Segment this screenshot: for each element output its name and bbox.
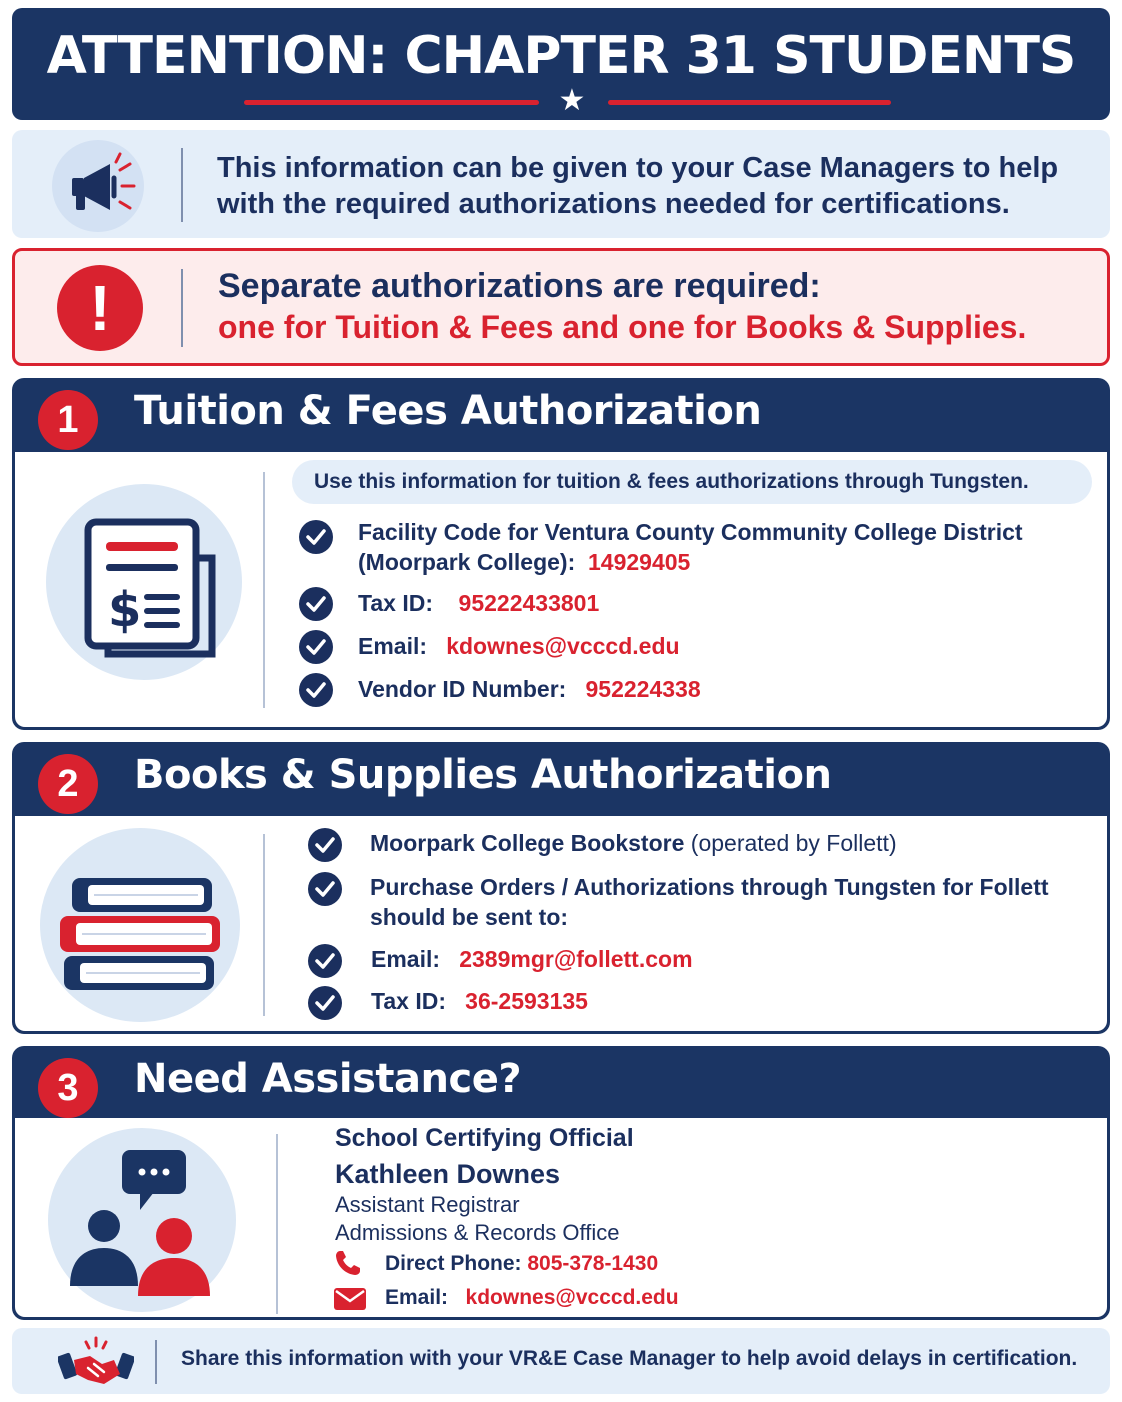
vendor-id-row: [358, 674, 701, 704]
tax-id-label: Tax ID:: [371, 988, 446, 1014]
purchase-orders-row: [370, 872, 1049, 932]
phone-value[interactable]: 805-378-1430: [527, 1252, 659, 1275]
intro-divider: [181, 148, 183, 222]
check-icon: [308, 944, 342, 978]
email-label: Email:: [385, 1286, 449, 1309]
email-value[interactable]: kdownes@vcccd.edu: [446, 633, 680, 659]
header-divider-right: [608, 100, 891, 105]
section-title: Books & Supplies Authorization: [134, 752, 832, 798]
footer-text: Share this information with your VR&E Case Manager to help avoid delays in certification.: [181, 1347, 1078, 1370]
section-books-supplies: [12, 742, 1110, 1034]
footer-divider: [155, 1340, 157, 1384]
check-icon: [308, 872, 342, 906]
tax-id-value: 95222433801: [458, 590, 600, 616]
facility-label-line-1: Facility Code for Ventura County Community College District: [358, 519, 1023, 545]
section-need-assistance: [12, 1046, 1110, 1320]
follett-tax-id-value: 36-2593135: [465, 988, 588, 1014]
section-icon-circle: [46, 484, 242, 680]
svg-text:$: $: [108, 582, 142, 638]
section-divider: [263, 472, 265, 708]
purchase-orders-line-1: Purchase Orders / Authorizations through Tungsten for Follett: [370, 874, 1049, 900]
tungsten-note: Use this information for tuition & fees authorizations through Tungsten.: [292, 460, 1092, 504]
section-divider: [263, 834, 265, 1016]
megaphone-icon: [52, 140, 144, 232]
email-label: Email:: [358, 633, 428, 659]
section-body: [15, 816, 1107, 1031]
phone-icon: [333, 1248, 363, 1278]
section-body: [15, 1118, 1107, 1317]
contact-email-row: [385, 1286, 679, 1310]
people-chat-icon: [48, 1128, 236, 1312]
tax-id-row: [358, 588, 599, 618]
purchase-orders-line-2: should be sent to:: [370, 904, 569, 930]
facility-code-row: [358, 517, 1023, 577]
contact-position: Assistant Registrar: [335, 1192, 520, 1217]
bookstore-row: [370, 828, 897, 858]
header-banner: [12, 8, 1110, 120]
check-icon: [299, 520, 333, 554]
contact-role: School Certifying Official: [335, 1124, 634, 1152]
alert-divider: [181, 269, 183, 347]
facility-label-line-2: (Moorpark College):: [358, 549, 576, 575]
section-divider: [276, 1134, 278, 1314]
star-icon: ★: [558, 84, 586, 117]
contact-email-value[interactable]: kdownes@vcccd.edu: [465, 1286, 679, 1309]
section-number: 1: [38, 390, 98, 450]
alert-line-2: one for Tuition & Fees and one for Books & Supplies.: [218, 309, 1027, 345]
handshake-icon: [58, 1334, 134, 1390]
footer-banner: [12, 1328, 1110, 1394]
check-icon: [299, 673, 333, 707]
intro-line-1: This information can be given to your Case Managers to help: [217, 152, 1059, 184]
intro-text: [217, 150, 1097, 222]
alert-box: [12, 248, 1110, 366]
phone-label: Direct Phone:: [385, 1252, 522, 1275]
follett-tax-id-row: [371, 986, 588, 1016]
intro-box: [12, 130, 1110, 238]
section-icon-circle: [48, 1128, 236, 1312]
vendor-id-label: Vendor ID Number:: [358, 676, 567, 702]
follett-email-value[interactable]: 2389mgr@follett.com: [459, 946, 693, 972]
intro-line-2: with the required authorizations needed for certifications.: [217, 188, 1010, 220]
follett-email-row: [371, 944, 693, 974]
alert-line-1: Separate authorizations are required:: [218, 267, 821, 305]
header-divider-left: [244, 100, 539, 105]
section-icon-circle: [40, 828, 240, 1022]
email-row: [358, 631, 680, 661]
invoice-dollar-icon: [46, 484, 242, 680]
tax-id-label: Tax ID:: [358, 590, 433, 616]
phone-row: [385, 1252, 658, 1276]
section-number: 3: [38, 1058, 98, 1118]
check-icon: [308, 828, 342, 862]
facility-code-value: 14929405: [588, 549, 691, 575]
exclamation-icon: !: [57, 265, 143, 351]
vendor-id-value: 952224338: [585, 676, 701, 702]
section-tuition-fees: [12, 378, 1110, 730]
email-label: Email:: [371, 946, 441, 972]
section-title: Need Assistance?: [134, 1056, 522, 1102]
section-body: [15, 452, 1107, 727]
check-icon: [299, 587, 333, 621]
contact-office: Admissions & Records Office: [335, 1220, 620, 1245]
envelope-icon: [333, 1286, 367, 1312]
check-icon: [308, 986, 342, 1020]
books-icon: [40, 828, 240, 1022]
check-icon: [299, 630, 333, 664]
page-title: ATTENTION: CHAPTER 31 STUDENTS: [46, 26, 1076, 86]
bookstore-name: Moorpark College Bookstore: [370, 830, 685, 856]
contact-name: Kathleen Downes: [335, 1159, 561, 1189]
bookstore-note: (operated by Follett): [690, 830, 897, 856]
section-title: Tuition & Fees Authorization: [134, 388, 762, 434]
section-number: 2: [38, 754, 98, 814]
